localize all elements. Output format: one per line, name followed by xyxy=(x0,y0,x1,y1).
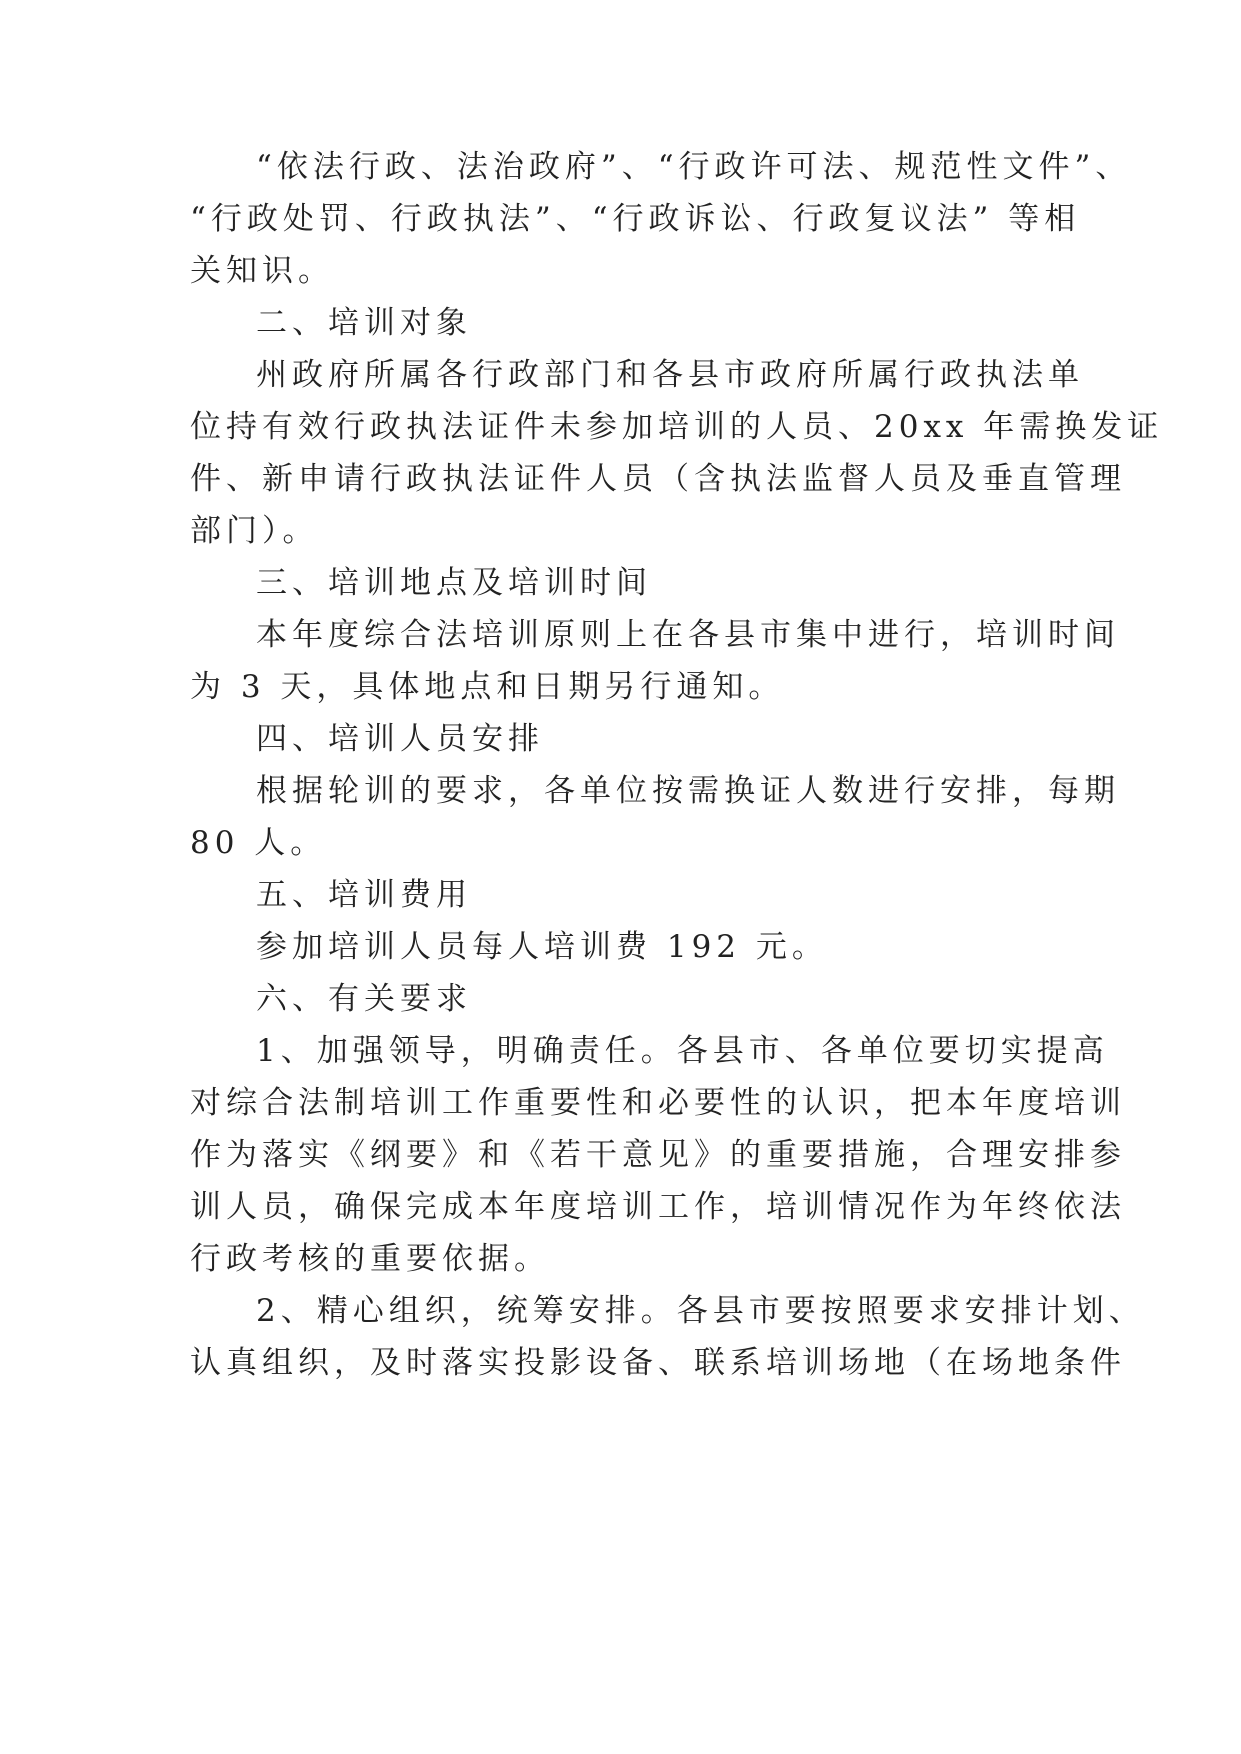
text-line: 为 3 天，具体地点和日期另行通知。 xyxy=(190,669,785,705)
text-line: 80 人。 xyxy=(190,825,327,861)
section-heading-3: 三、培训地点及培训时间 xyxy=(256,565,652,601)
section-heading-2: 二、培训对象 xyxy=(256,305,472,341)
text-line: 作为落实《纲要》和《若干意见》的重要措施，合理安排参 xyxy=(190,1137,1126,1173)
text-line: “依法行政、法治政府”、“行政许可法、规范性文件”、 xyxy=(256,149,1132,185)
text-line: 训人员，确保完成本年度培训工作，培训情况作为年终依法 xyxy=(190,1189,1126,1225)
text-line: 根据轮训的要求，各单位按需换证人数进行安排，每期 xyxy=(256,773,1120,809)
text-line: 本年度综合法培训原则上在各县市集中进行，培训时间 xyxy=(256,617,1120,653)
section-heading-4: 四、培训人员安排 xyxy=(256,721,544,757)
text-line: 州政府所属各行政部门和各县市政府所属行政执法单 xyxy=(256,357,1084,393)
text-line: 部门）。 xyxy=(190,513,319,549)
text-line: 关知识。 xyxy=(190,253,334,289)
text-line: 对综合法制培训工作重要性和必要性的认识，把本年度培训 xyxy=(190,1085,1126,1121)
text-line: 2、精心组织，统筹安排。各县市要按照要求安排计划、 xyxy=(256,1293,1145,1329)
text-line: 件、新申请行政执法证件人员（含执法监督人员及垂直管理 xyxy=(190,461,1126,497)
section-heading-5: 五、培训费用 xyxy=(256,877,472,913)
text-line: 位持有效行政执法证件未参加培训的人员、20xx 年需换发证 xyxy=(190,409,1164,445)
text-line: 行政考核的重要依据。 xyxy=(190,1241,550,1277)
text-line: 认真组织，及时落实投影设备、联系培训场地（在场地条件 xyxy=(190,1345,1126,1381)
section-heading-6: 六、有关要求 xyxy=(256,981,472,1017)
text-line: 参加培训人员每人培训费 192 元。 xyxy=(256,929,828,965)
text-line: “行政处罚、行政执法”、“行政诉讼、行政复议法” 等相 xyxy=(190,201,1081,237)
text-line: 1、加强领导，明确责任。各县市、各单位要切实提高 xyxy=(256,1033,1109,1069)
